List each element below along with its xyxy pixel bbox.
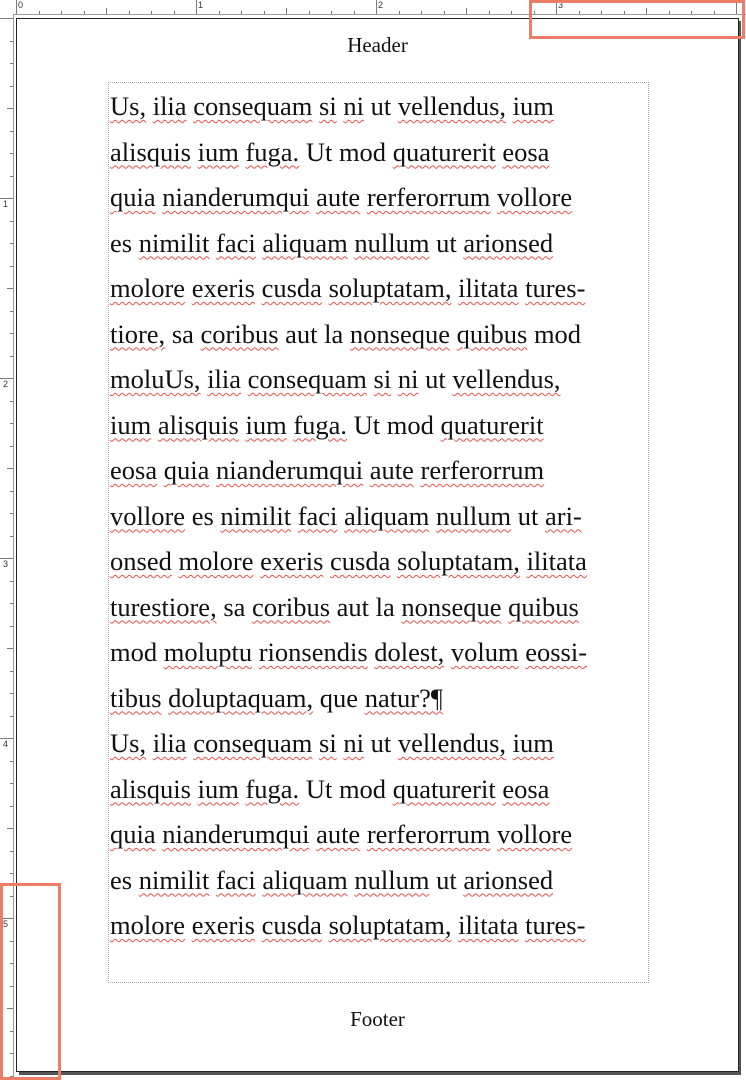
- ruler-tick: [10, 86, 13, 87]
- body-line[interactable]: molore exeris cusda soluptatam, ilitata tures-: [110, 910, 586, 940]
- ruler-label: 3: [558, 0, 564, 10]
- ruler-tick: [10, 401, 13, 402]
- ruler-tick: [10, 626, 13, 627]
- ruler-tick: [444, 11, 445, 14]
- ruler-label: 0: [18, 0, 24, 10]
- ruler-tick: [10, 873, 13, 874]
- ruler-tick: [10, 806, 13, 807]
- ruler-tick: [61, 11, 62, 14]
- ruler-tick: [10, 446, 13, 447]
- ruler-tick: [129, 11, 130, 14]
- body-text[interactable]: [109, 83, 648, 949]
- ruler-tick: [10, 513, 13, 514]
- ruler-tick: [39, 11, 40, 14]
- ruler-tick: [10, 851, 13, 852]
- body-line[interactable]: ium alisquis ium fuga. Ut mod quaturerit: [110, 409, 544, 440]
- body-line[interactable]: es nimilit faci aliquam nullum ut arionsed: [110, 227, 554, 258]
- body-line[interactable]: Us, ilia consequam si ni ut vellendus, ium: [110, 728, 554, 758]
- ruler-tick: [421, 11, 422, 14]
- body-line[interactable]: vollore es nimilit faci aliquam nullum ut ari-: [110, 500, 582, 531]
- ruler-tick: [0, 18, 13, 19]
- text-frame[interactable]: [108, 82, 649, 983]
- ruler-tick: [10, 131, 13, 132]
- ruler-tick: [10, 41, 13, 42]
- ruler-label: 3: [3, 559, 9, 569]
- body-line[interactable]: Us, ilia consequam si ni ut vellendus, ium: [110, 91, 554, 121]
- ruler-tick: [10, 333, 13, 334]
- ruler-tick: [309, 11, 310, 14]
- body-line[interactable]: es nimilit faci aliquam nullum ut arionsed: [110, 864, 554, 895]
- ruler-tick: [376, 0, 377, 14]
- document-page[interactable]: [16, 18, 739, 1072]
- ruler-label: 1: [198, 0, 204, 10]
- page-shadow-bottom: [19, 1072, 740, 1075]
- ruler-label: 2: [378, 0, 384, 10]
- ruler-tick: [10, 176, 13, 177]
- ruler-tick: [84, 11, 85, 14]
- body-line[interactable]: quia nianderumqui aute rerferorrum vollore: [110, 819, 573, 849]
- ruler-tick: [196, 0, 197, 14]
- ruler-tick: [16, 0, 17, 14]
- ruler-tick: [10, 603, 13, 604]
- ruler-tick: [10, 783, 13, 784]
- ruler-tick: [10, 693, 13, 694]
- body-line[interactable]: eosa quia nianderumqui aute rerferorrum: [110, 455, 545, 485]
- body-line[interactable]: onsed molore exeris cusda soluptatam, ilitata: [110, 546, 587, 576]
- ruler-tick: [10, 311, 13, 312]
- ruler-tick: [10, 581, 13, 582]
- ruler-tick: [174, 11, 175, 14]
- ruler-tick: [10, 63, 13, 64]
- ruler-tick: [10, 153, 13, 154]
- ruler-tick: [151, 11, 152, 14]
- ruler-tick: [10, 356, 13, 357]
- page-footer[interactable]: Footer: [350, 1007, 405, 1031]
- ruler-tick: [331, 11, 332, 14]
- body-line[interactable]: tiore, sa coribus aut la nonseque quibus mod: [110, 318, 582, 349]
- ruler-tick: [10, 761, 13, 762]
- ruler-tick: [10, 716, 13, 717]
- ruler-tick: [10, 671, 13, 672]
- ruler-tick: [354, 11, 355, 14]
- ruler-tick: [7, 108, 13, 109]
- body-line[interactable]: tibus doluptaquam, que natur?¶: [110, 682, 443, 713]
- body-line[interactable]: mod moluptu rionsendis dolest, volum eossi-: [110, 637, 588, 667]
- ruler-tick: [10, 491, 13, 492]
- ruler-tick: [10, 266, 13, 267]
- page-header[interactable]: Header: [347, 33, 408, 57]
- ruler-tick: [10, 221, 13, 222]
- ruler-tick: [264, 11, 265, 14]
- ruler-tick: [7, 288, 13, 289]
- ruler-tick: [7, 648, 13, 649]
- highlight-box-top-ruler: [529, 0, 745, 39]
- body-line[interactable]: molore exeris cusda soluptatam, ilitata tures-: [110, 273, 586, 303]
- highlight-box-left-ruler: [0, 883, 61, 1080]
- ruler-tick: [10, 536, 13, 537]
- body-line[interactable]: turestiore, sa coribus aut la nonseque quibus: [110, 591, 579, 622]
- ruler-tick: [10, 423, 13, 424]
- ruler-tick: [466, 8, 467, 14]
- ruler-tick: [106, 8, 107, 14]
- ruler-label: 5: [3, 919, 9, 929]
- ruler-tick: [286, 8, 287, 14]
- ruler-tick: [219, 11, 220, 14]
- ruler-label: 4: [3, 739, 9, 749]
- ruler-tick: [399, 11, 400, 14]
- ruler-tick: [10, 243, 13, 244]
- ruler-tick: [7, 468, 13, 469]
- ruler-tick: [7, 828, 13, 829]
- body-line[interactable]: alisquis ium fuga. Ut mod quaturerit eosa: [110, 773, 550, 804]
- body-line[interactable]: moluUs, ilia consequam si ni ut vellendus,: [110, 364, 561, 394]
- ruler-label: 2: [3, 379, 9, 389]
- ruler-tick: [489, 11, 490, 14]
- body-line[interactable]: quia nianderumqui aute rerferorrum vollore: [110, 182, 573, 212]
- ruler-tick: [511, 11, 512, 14]
- ruler-tick: [241, 11, 242, 14]
- body-line[interactable]: alisquis ium fuga. Ut mod quaturerit eosa: [110, 136, 550, 167]
- ruler-label: 1: [3, 199, 9, 209]
